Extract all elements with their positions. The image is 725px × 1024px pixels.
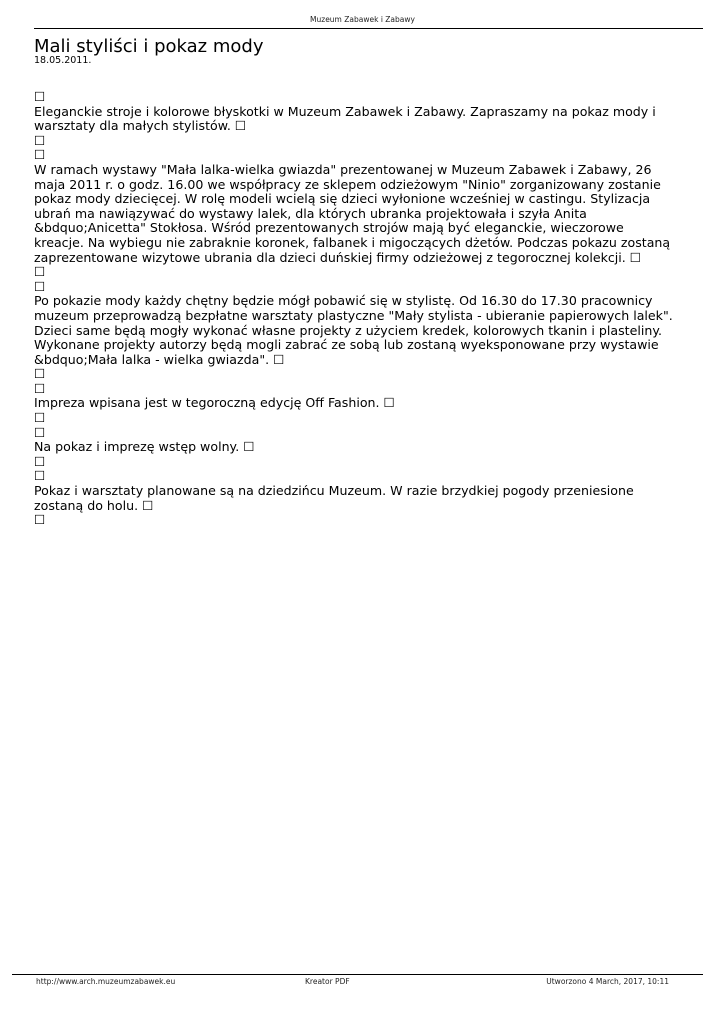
footer-url-link[interactable]: http://www.arch.muzeumzabawek.eu <box>36 977 176 986</box>
body-line: ☐ <box>34 468 46 484</box>
body-line: ☐ <box>34 410 46 426</box>
body-paragraph: Impreza wpisana jest w tegoroczną edycję Off Fashion. ☐ <box>34 395 395 411</box>
body-paragraph: Na pokaz i imprezę wstęp wolny. ☐ <box>34 439 255 455</box>
body-paragraph: Pokaz i warsztaty planowane są na dziedzińcu Muzeum. W razie brzydkiej pogody przeniesione zostaną do holu. ☐ <box>34 483 634 513</box>
footer-created: Utworzono 4 March, 2017, 10:11 <box>546 977 669 986</box>
footer-generator: Kreator PDF <box>305 977 350 986</box>
body-paragraph: Eleganckie stroje i kolorowe błyskotki w Muzeum Zabawek i Zabawy. Zapraszamy na pokaz mody i warsztaty dla małych stylistów. ☐ <box>34 103 656 134</box>
body-line: ☐ <box>34 132 46 148</box>
page-header-site: Muzeum Zabawek i Zabawy <box>310 15 415 24</box>
body-line: ☐ <box>34 453 46 469</box>
article-body <box>34 90 674 528</box>
article-title: Mali styliści i pokaz mody <box>34 36 264 57</box>
body-line: ☐ <box>34 424 46 440</box>
body-line: ☐ <box>34 512 46 528</box>
body-paragraph: Po pokazie mody każdy chętny będzie mógł pobawić się w stylistę. Od 16.30 do 17.30 pracownicy muzeum przeprowadzą bezpłatne warsztaty plastyczne "Mały stylista - ubieranie papierowych lalek". Dzieci same będą mogły wykonać własne projekty z użyciem kredek, kolorowych tkanin i plasteliny. Wykonane projekty autorzy będą mogli zabrać ze sobą lub zostaną wyeksponowane przy wystawie &bdquo;Mała lalka - wielka gwiazda". ☐ <box>34 293 673 367</box>
body-line: ☐ <box>34 89 46 104</box>
body-line: ☐ <box>34 147 46 163</box>
footer-divider <box>12 974 703 975</box>
header-divider <box>34 28 703 29</box>
body-line: ☐ <box>34 380 46 396</box>
body-paragraph: W ramach wystawy "Mała lalka-wielka gwiazda" prezentowanej w Muzeum Zabawek i Zabawy, 26 maja 2011 r. o godz. 16.00 we współpracy ze sklepem odzieżowym "Ninio" zorganizowany zostanie pokaz mody dziecięcej. W rolę modeli wcielą się dzieci wyłonione wcześniej w castingu. Stylizacja ubrań ma nawiązywać do wystawy lalek, dla których ubranka projektowała i szyła Anita &bdquo;Anicetta" Stokłosa. Wśród prezentowanych strojów mają być eleganckie, wieczorowe kreacje. Na wybiegu nie zabraknie koronek, falbanek i migoczących dżetów. Podczas pokazu zostaną zaprezentowane wizytowe ubrania dla dzieci duńskiej firmy odzieżowej z tegorocznej kolekcji. ☐ <box>34 161 671 265</box>
body-line: ☐ <box>34 264 46 280</box>
body-line: ☐ <box>34 278 46 294</box>
body-line: ☐ <box>34 366 46 382</box>
article-date: 18.05.2011. <box>34 55 92 66</box>
